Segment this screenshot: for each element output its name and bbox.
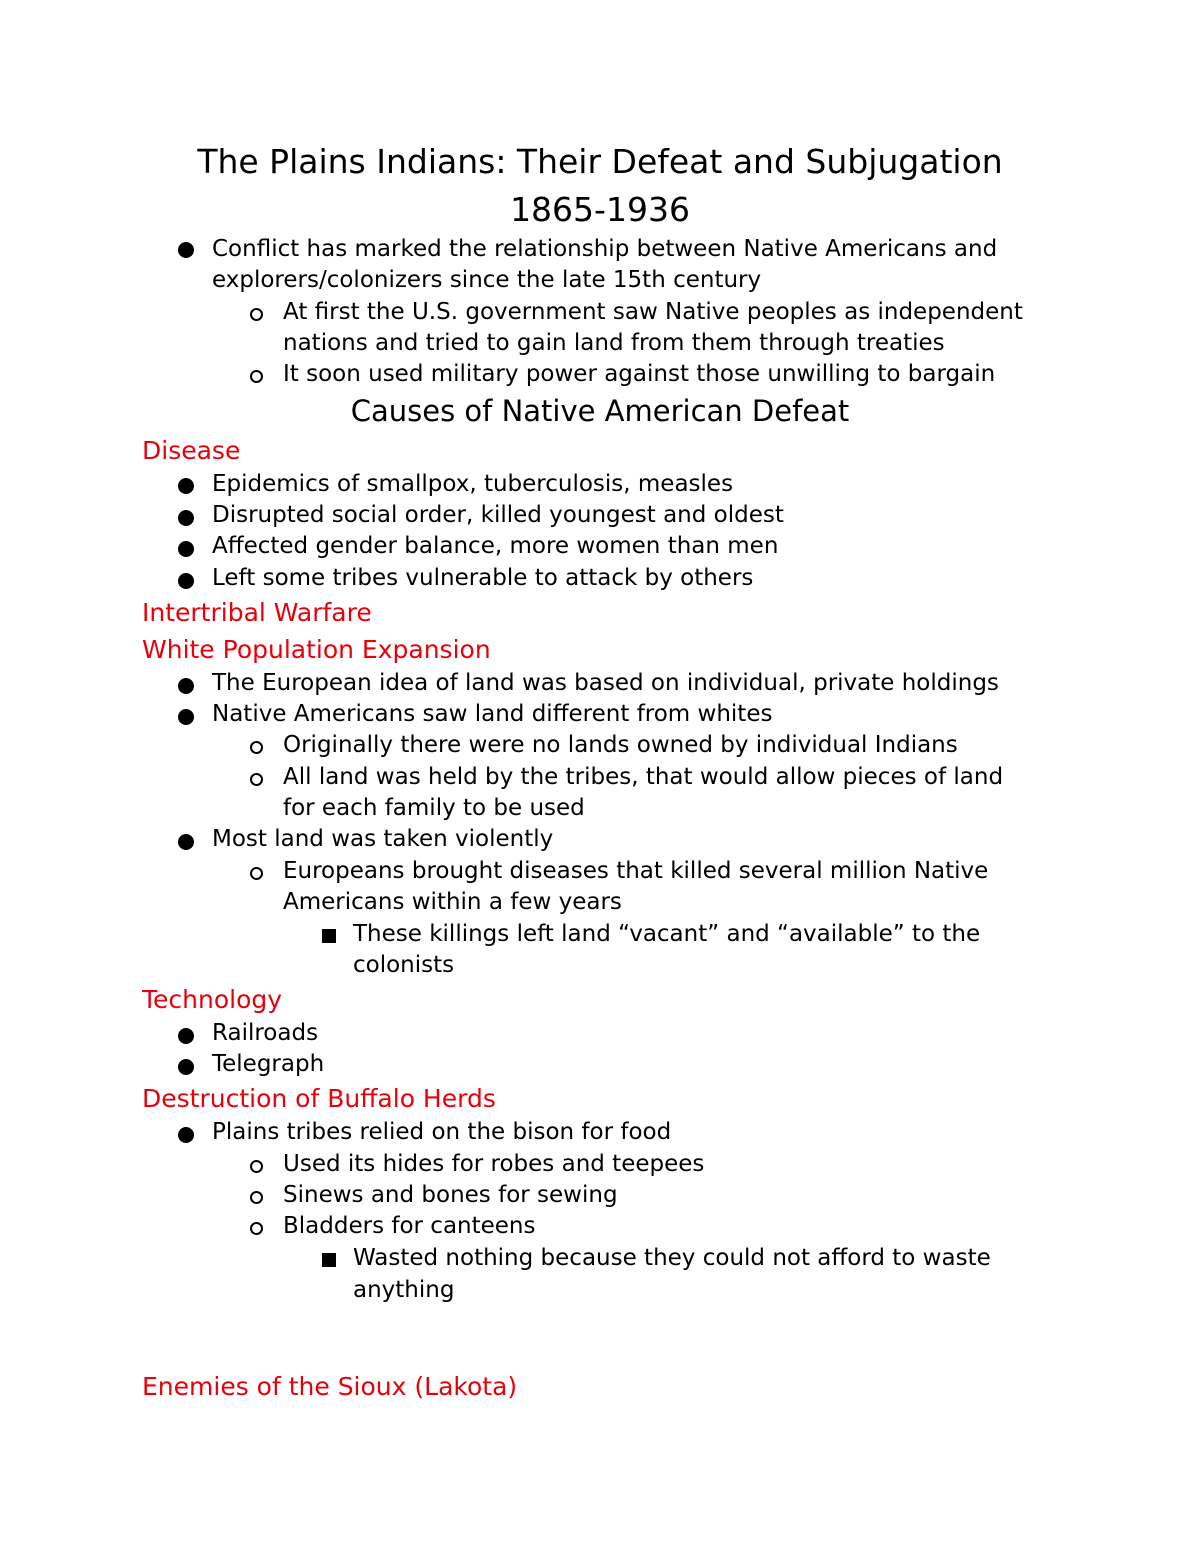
circle-bullet-icon [250,308,263,321]
section-heading-enemies-of-the-sioux: Enemies of the Sioux (Lakota) [142,1372,518,1401]
disc-bullet-icon [178,242,194,258]
sub-sub-list-item-line: colonists [353,952,455,978]
intro-sub-item-line: nations and tried to gain land from them through treaties [283,330,945,356]
disc-bullet-icon [178,1028,194,1044]
section-heading-disease: Disease [142,436,241,465]
square-bullet-icon [322,1253,336,1267]
sub-list-item: Bladders for canteens [283,1213,536,1239]
section-heading-intertribal-warfare: Intertribal Warfare [142,598,372,627]
circle-bullet-icon [250,867,263,880]
document-title-years: 1865-1936 [510,190,690,229]
circle-bullet-icon [250,1191,263,1204]
list-item: Plains tribes relied on the bison for food [212,1119,672,1145]
circle-bullet-icon [250,1160,263,1173]
disc-bullet-icon [178,541,194,557]
intro-sub-item: It soon used military power against those unwilling to bargain [283,361,996,387]
list-item: Native Americans saw land different from whites [212,701,773,727]
sub-list-item: Originally there were no lands owned by individual Indians [283,732,958,758]
list-item: Left some tribes vulnerable to attack by others [212,565,754,591]
section-heading-destruction-of-buffalo-herds: Destruction of Buffalo Herds [142,1084,496,1113]
disc-bullet-icon [178,573,194,589]
sub-sub-list-item-line: Wasted nothing because they could not afford to waste [353,1245,991,1271]
section-heading-white-population-expansion: White Population Expansion [142,635,491,664]
intro-item-line: Conflict has marked the relationship between Native Americans and [212,236,998,262]
list-item: Disrupted social order, killed youngest and oldest [212,502,784,528]
intro-sub-item-line: At first the U.S. government saw Native peoples as independent [283,299,1023,325]
sub-list-item: Used its hides for robes and teepees [283,1151,705,1177]
circle-bullet-icon [250,370,263,383]
disc-bullet-icon [178,478,194,494]
sub-list-item-line: for each family to be used [283,795,585,821]
list-item: Railroads [212,1020,319,1046]
sub-list-item: Sinews and bones for sewing [283,1182,618,1208]
sub-list-item-line: All land was held by the tribes, that would allow pieces of land [283,764,1004,790]
disc-bullet-icon [178,678,194,694]
document-title: The Plains Indians: Their Defeat and Subjugation [197,142,1003,181]
disc-bullet-icon [178,510,194,526]
list-item: Affected gender balance, more women than men [212,533,779,559]
disc-bullet-icon [178,1059,194,1075]
list-item: Epidemics of smallpox, tuberculosis, measles [212,471,734,497]
square-bullet-icon [322,929,336,943]
circle-bullet-icon [250,1222,263,1235]
disc-bullet-icon [178,709,194,725]
sub-list-item-line: Europeans brought diseases that killed several million Native [283,858,989,884]
list-item: Telegraph [212,1051,325,1077]
sub-sub-list-item-line: These killings left land “vacant” and “available” to the [353,921,981,947]
section-heading-technology: Technology [142,985,283,1014]
sub-list-item-line: Americans within a few years [283,889,622,915]
disc-bullet-icon [178,834,194,850]
list-item: Most land was taken violently [212,826,554,852]
list-item: The European idea of land was based on individual, private holdings [212,670,999,696]
circle-bullet-icon [250,773,263,786]
sub-sub-list-item-line: anything [353,1277,455,1303]
causes-heading: Causes of Native American Defeat [350,394,850,428]
intro-item-line: explorers/colonizers since the late 15th century [212,267,762,293]
circle-bullet-icon [250,741,263,754]
disc-bullet-icon [178,1127,194,1143]
